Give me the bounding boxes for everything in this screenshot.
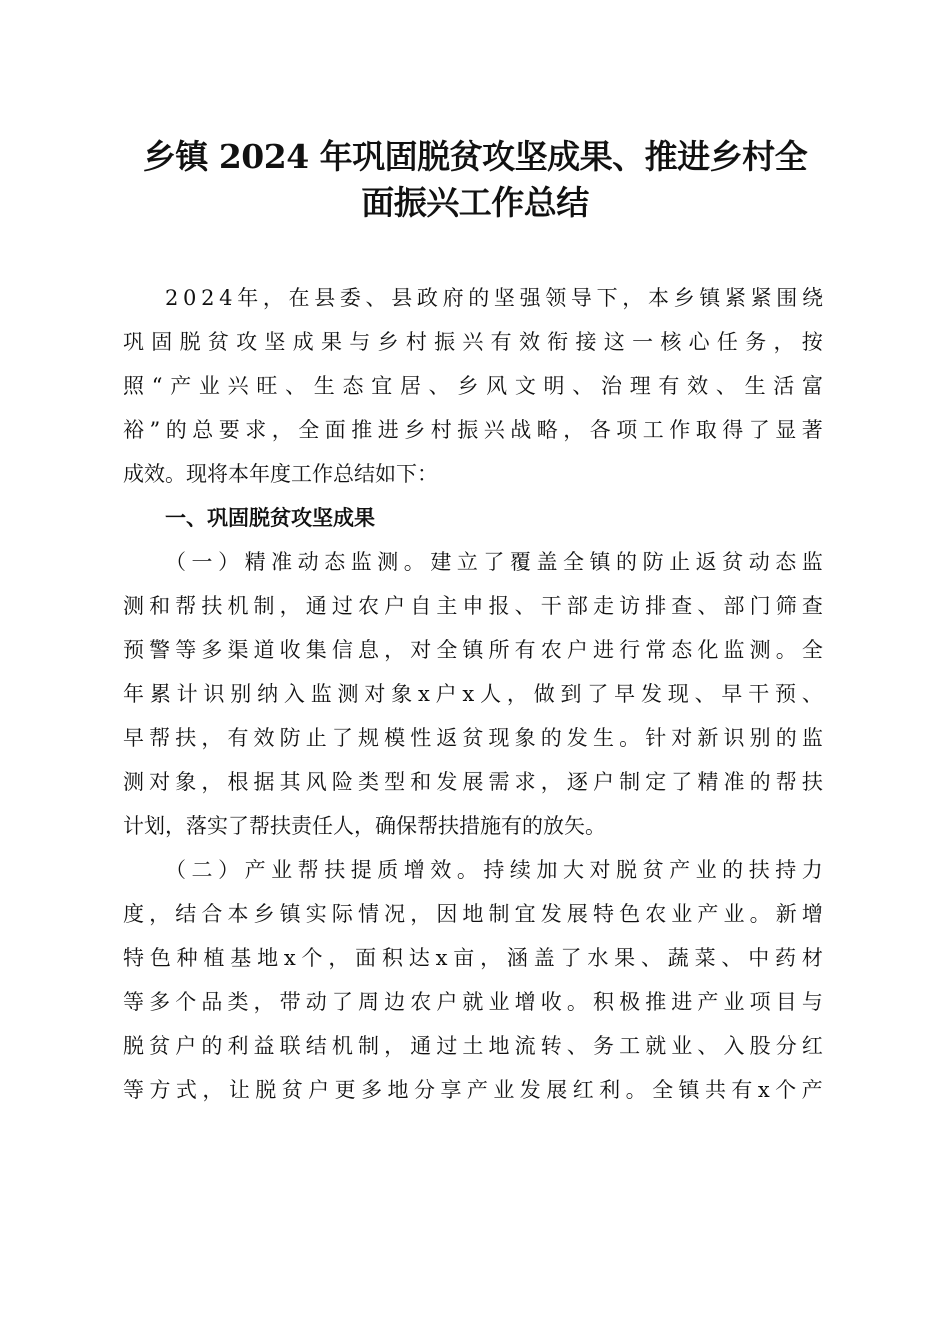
text-line: 年 累 计 识 别 纳 入 监 测 对 象 x 户 x 人 ， 做 到 了 早 发 现 、 早 干 预 、 (123, 682, 823, 706)
text-line: （ 二 ） 产 业 帮 扶 提 质 增 效 。 持 续 加 大 对 脱 贫 产 业 的 扶 持 力 (165, 858, 823, 882)
text-line: 计划，落实了帮扶责任人，确保帮扶措施有的放矢。 (123, 814, 606, 838)
text-line: 度 ， 结 合 本 乡 镇 实 际 情 况 ， 因 地 制 宜 发 展 特 色 农 业 产 业 。 新 增 (123, 902, 823, 926)
paragraph-intro (123, 276, 823, 496)
heading-text: 一、巩固脱贫攻坚成果 (165, 506, 375, 530)
title-line-2: 面振兴工作总结 (361, 183, 589, 222)
text-line: 成效。现将本年度工作总结如下： (123, 462, 438, 486)
section-heading (123, 496, 823, 540)
title-line-1: 乡镇 2024 年巩固脱贫攻坚成果、推进乡村全 (142, 137, 808, 176)
paragraph-industry (123, 848, 823, 1112)
text-line: 早 帮 扶 ， 有 效 防 止 了 规 模 性 返 贫 现 象 的 发 生 。 针 对 新 识 别 的 监 (123, 726, 823, 750)
text-line: 预 警 等 多 渠 道 收 集 信 息 ， 对 全 镇 所 有 农 户 进 行 常 态 化 监 测 。 全 (123, 638, 823, 662)
paragraph-monitoring (123, 540, 823, 848)
text-line: 裕 ” 的 总 要 求 ， 全 面 推 进 乡 村 振 兴 战 略 ， 各 项 工 作 取 得 了 显 著 (123, 418, 823, 442)
document-title (100, 134, 850, 226)
text-line: 特 色 种 植 基 地 x 个 ， 面 积 达 x 亩 ， 涵 盖 了 水 果 、 蔬 菜 、 中 药 材 (123, 946, 823, 970)
text-line: 等 多 个 品 类 ， 带 动 了 周 边 农 户 就 业 增 收 。 积 极 推 进 产 业 项 目 与 (123, 990, 823, 1014)
text-line: 巩 固 脱 贫 攻 坚 成 果 与 乡 村 振 兴 有 效 衔 接 这 一 核 心 任 务 ， 按 (123, 330, 823, 354)
text-line: 2 0 2 4 年 ， 在 县 委 、 县 政 府 的 坚 强 领 导 下 ， 本 乡 镇 紧 紧 围 绕 (165, 286, 823, 310)
text-line: 测 和 帮 扶 机 制 ， 通 过 农 户 自 主 申 报 、 干 部 走 访 排 查 、 部 门 筛 查 (123, 594, 823, 618)
document-body (123, 276, 823, 1112)
text-line: 脱 贫 户 的 利 益 联 结 机 制 ， 通 过 土 地 流 转 、 务 工 就 业 、 入 股 分 红 (123, 1034, 823, 1058)
text-line: 测 对 象 ， 根 据 其 风 险 类 型 和 发 展 需 求 ， 逐 户 制 定 了 精 准 的 帮 扶 (123, 770, 823, 794)
text-line: 照 “ 产 业 兴 旺 、 生 态 宜 居 、 乡 风 文 明 、 治 理 有 效 、 生 活 富 (123, 374, 823, 398)
text-line: （ 一 ） 精 准 动 态 监 测 。 建 立 了 覆 盖 全 镇 的 防 止 返 贫 动 态 监 (165, 550, 823, 574)
text-line: 等 方 式 ， 让 脱 贫 户 更 多 地 分 享 产 业 发 展 红 利 。 全 镇 共 有 x 个 产 (123, 1078, 823, 1102)
